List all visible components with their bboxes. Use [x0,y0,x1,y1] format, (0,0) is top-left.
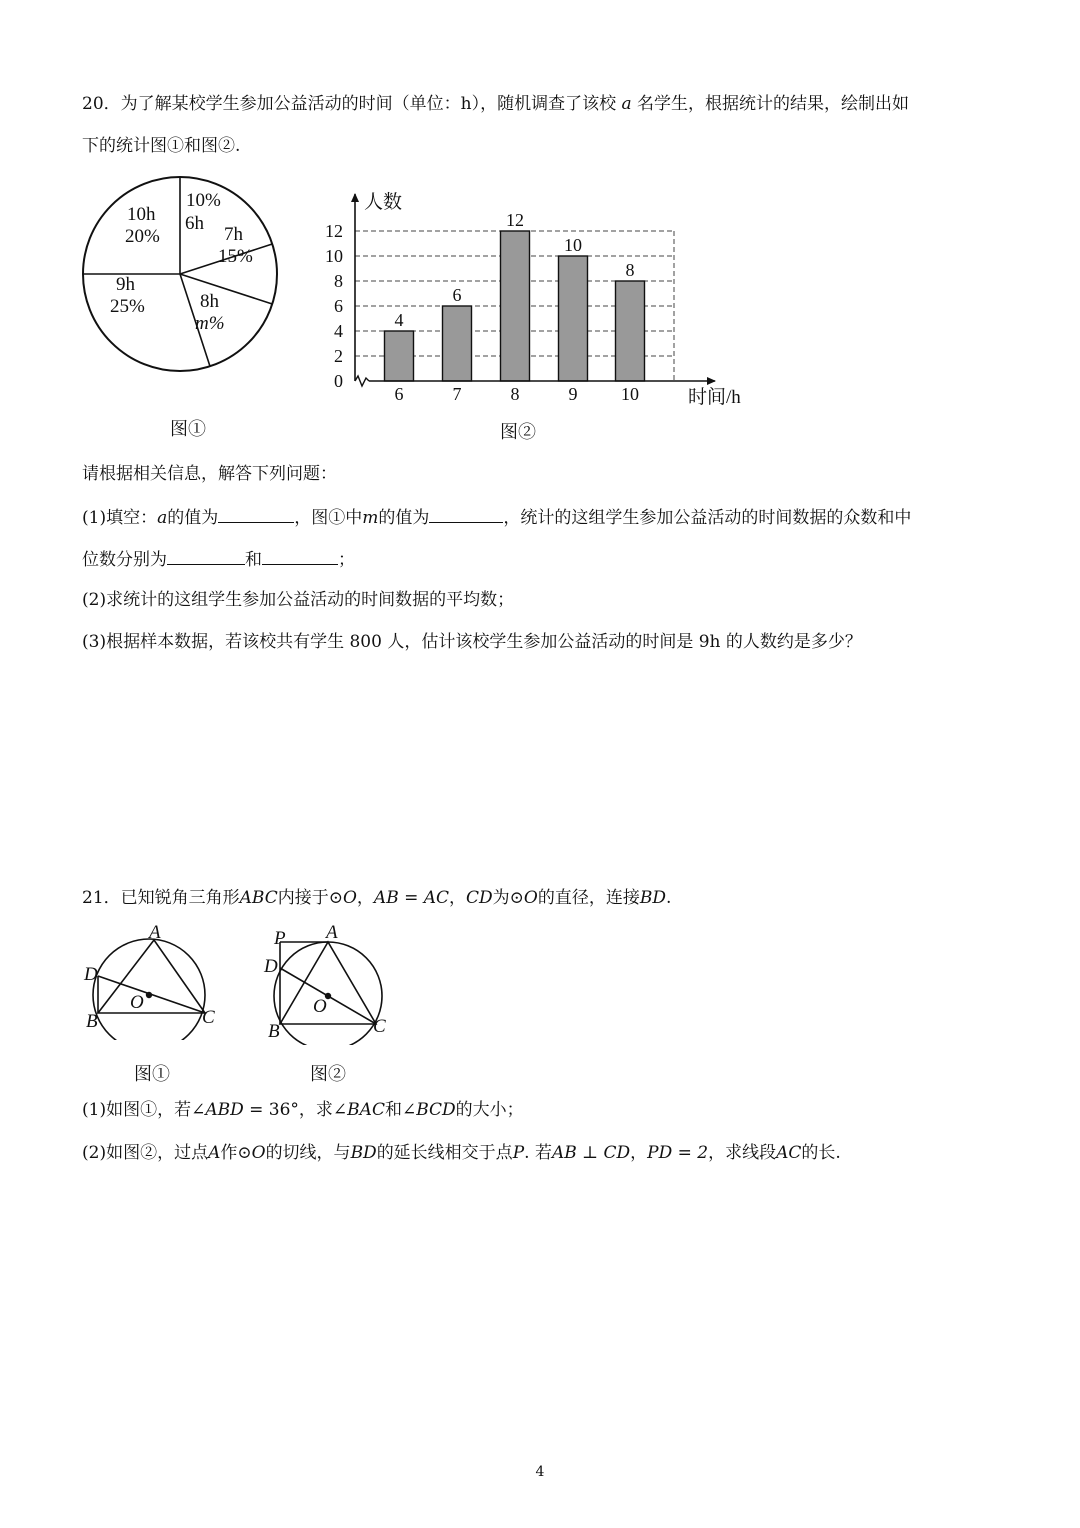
q20-part1-line1 [82,504,911,530]
math: ABD [205,1100,244,1120]
q21-intro [82,886,671,910]
x-tick-label: 8 [510,384,520,404]
text: 下的统计图①和图②. [82,136,241,156]
q20-intro-line2 [82,134,240,158]
math: BD [350,1143,377,1163]
q20-part3: (3)根据样本数据，若该校共有学生 800 人，估计该校学生参加公益活动的时间是 9h 的人数约是多少？ [82,632,862,652]
text: 名学生，根据统计的结果，绘制出如 [637,94,910,114]
answer-blank-a[interactable] [218,504,294,523]
math: PD = 2 [647,1143,709,1163]
q20-part2: (2)求统计的这组学生参加公益活动的时间数据的平均数； [82,590,515,610]
math: O [523,888,538,908]
pie-label-10pct: 10% [186,190,221,211]
q21-fig2-caption: 图② [310,1064,346,1085]
text: 的直径，连接 [537,888,640,908]
text: 的长. [801,1143,841,1163]
math: O [251,1143,266,1163]
pie-label-20pct: 20% [125,226,160,247]
text: ； [338,550,355,570]
label-D: D [264,956,278,977]
label-D: D [84,964,98,985]
q20-intro-line1 [82,92,909,116]
text: . [665,888,672,908]
text: 为⊙ [492,888,524,908]
text: = 36°，求∠ [243,1100,348,1120]
math: O [342,888,357,908]
math: AB = AC [373,888,450,908]
answer-blank-median[interactable] [262,546,338,565]
center-dot [146,992,152,998]
var-a: a [157,508,168,528]
fig2-caption: 图② [500,422,536,443]
x-tick-labels [395,384,640,404]
bar-8h [501,231,530,381]
math: BD [639,888,666,908]
label-O: O [130,992,144,1013]
math: AC [776,1143,802,1163]
var-m: m [362,508,379,528]
text: ， [449,888,467,908]
q20-prompt: 请根据相关信息，解答下列问题： [82,464,337,484]
pie-label-10h: 10h [127,204,156,225]
text: (2)如图②，过点 [82,1143,209,1163]
math: ABC [239,888,278,908]
text: 作⊙ [220,1143,252,1163]
math: CD [466,888,493,908]
page-number: 4 [535,1464,545,1480]
math: AB ⊥ CD [551,1143,631,1163]
label-B: B [268,1021,280,1042]
math: A [208,1143,221,1163]
text: ，求线段 [708,1143,777,1163]
text: (1)填空： [82,508,158,528]
pie-chart [72,170,292,380]
label-C: C [202,1007,215,1028]
var-a: a [621,94,632,114]
text: 的切线，与 [265,1143,351,1163]
pie-label-mpct: m% [195,313,225,334]
text: (1)如图①，若∠ [82,1100,206,1120]
text: 位数分别为 [82,550,167,570]
pie-label-7h: 7h [224,224,243,245]
math: BCD [416,1100,456,1120]
text: ， [630,1143,648,1163]
pie-label-6h: 6h [185,213,204,234]
math: BAC [347,1100,385,1120]
x-tick-label: 9 [568,384,578,404]
bar-6h [385,331,414,381]
text: 的大小； [455,1100,524,1120]
pie-label-15pct: 15% [218,246,253,267]
value-label: 8 [625,260,635,280]
q21-part1 [82,1098,524,1122]
label-A: A [149,922,161,943]
label-P: P [274,928,286,949]
q21-part2 [82,1141,841,1165]
text: ，图①中 [294,508,363,528]
value-label: 10 [564,235,582,255]
fig1-caption: 图① [170,419,206,440]
x-tick-label: 6 [394,384,404,404]
x-axis-break [355,376,369,386]
y-tick-label: 10 [325,246,343,266]
pie-label-9h: 9h [116,274,135,295]
bar-chart [310,182,760,412]
label-O: O [313,996,327,1017]
value-label: 6 [452,285,462,305]
label-B: B [86,1011,98,1032]
y-tick-label: 8 [334,271,343,291]
value-label: 4 [394,310,404,330]
q21-fig1-caption: 图① [134,1064,170,1085]
y-tick-label: 12 [325,221,343,241]
text: 的值为 [378,508,430,528]
x-tick-label: 10 [621,384,639,404]
answer-blank-mode[interactable] [167,546,245,565]
y-tick-label: 4 [334,321,343,341]
answer-blank-m[interactable] [429,504,503,523]
text: 和∠ [384,1100,417,1120]
text: ，统计的这组学生参加公益活动的时间数据的众数和中 [503,508,912,528]
y-tick-label: 2 [334,346,343,366]
y-tick-label: 0 [334,371,343,391]
text: . 若 [524,1143,552,1163]
text: 20．为了解某校学生参加公益活动的时间（单位：h），随机调查了该校 [82,94,617,114]
text: ， [356,888,374,908]
x-axis-label: 时间/h [688,387,741,408]
bar-7h [443,306,472,381]
pie-radius-2 [180,274,272,304]
text: 的延长线相交于点 [376,1143,513,1163]
value-label: 12 [506,210,524,230]
y-axis-label: 人数 [364,192,403,213]
text: 的值为 [167,508,219,528]
bar-9h [559,256,588,381]
label-A: A [326,922,338,943]
bar-10h [616,281,645,381]
pie-label-25pct: 25% [110,296,145,317]
y-tick-labels [325,221,343,391]
text: 内接于⊙ [277,888,343,908]
geometry-figure-2 [258,920,408,1045]
math: P [512,1143,525,1163]
q20-part1-line2 [82,546,355,572]
label-C: C [373,1016,386,1037]
text: 21．已知锐角三角形 [82,888,240,908]
text: 和 [245,550,262,570]
pie-label-8h: 8h [200,291,219,312]
x-tick-label: 7 [452,384,462,404]
y-tick-label: 6 [334,296,343,316]
geometry-figure-1 [78,920,238,1040]
